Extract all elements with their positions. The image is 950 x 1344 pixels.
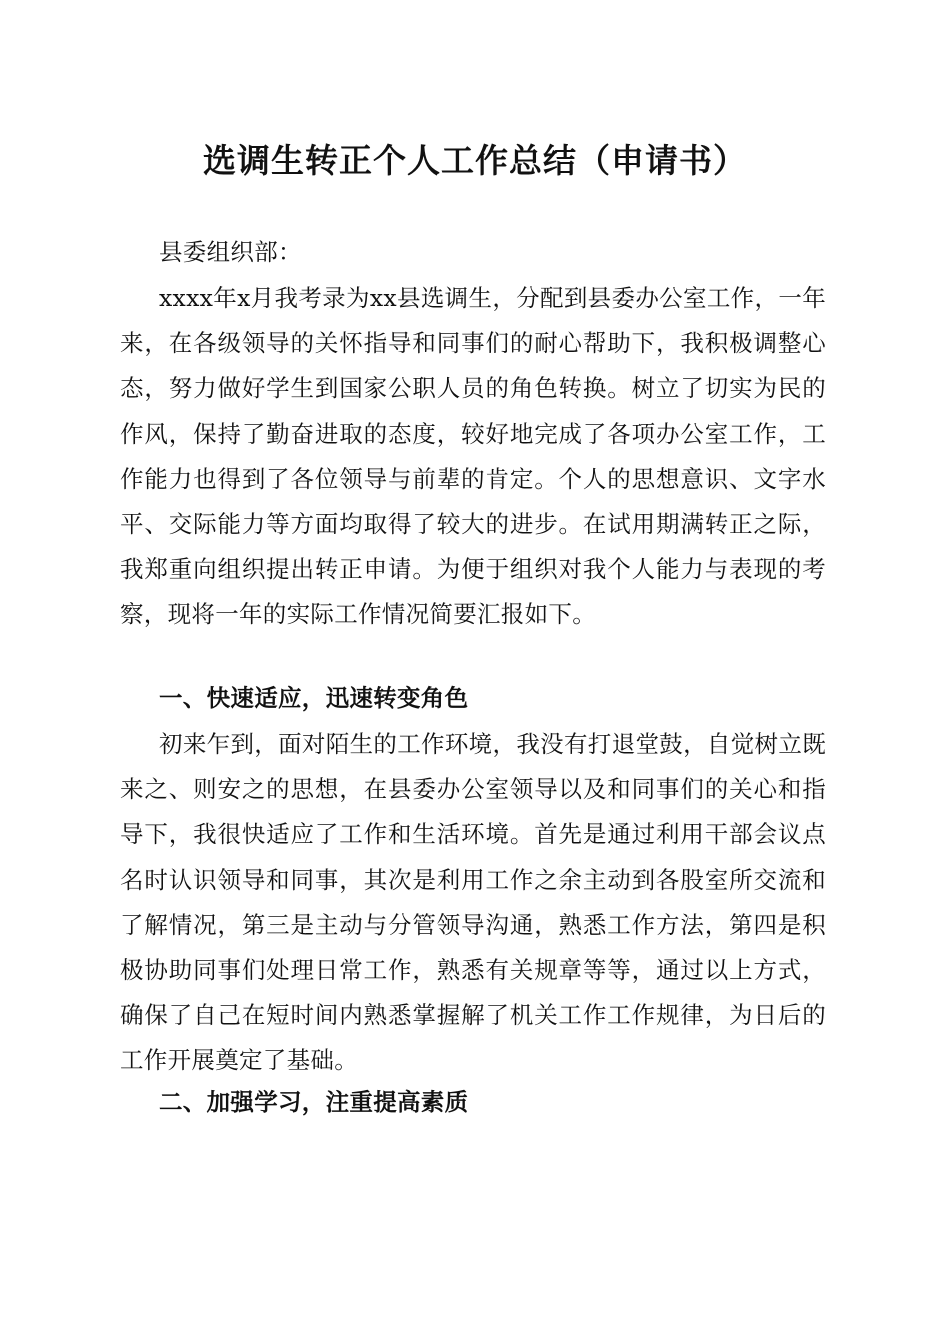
salutation: 县委组织部： [159,238,302,266]
document-title: 选调生转正个人工作总结（申请书） [203,141,747,180]
paragraph-section-1: 初来乍到，面对陌生的工作环境，我没有打退堂鼓，自觉树立既来之、则安之的思想，在县委办公室领导以及和同事们的关心和指导下，我很快适应了工作和生活环境。首先是通过利用干部会议点名时认识领导和同事，其次是利用工作之余主动到各股室所交流和了解情况，第三是主动与分管领导沟通，熟悉工作方法，第四是积极协助同事们处理日常工作，熟悉有关规章等等，通过以上方式，确保了自己在短时间内熟悉掌握解了机关工作工作规律，为日后的工作开展奠定了基础。 [120,730,826,1075]
section-heading-2: 二、加强学习，注重提高素质 [159,1088,469,1116]
section-heading-1: 一、快速适应，迅速转变角色 [159,684,469,712]
paragraph-intro: xxxx年x月我考录为xx县选调生，分配到县委办公室工作，一年来，在各级领导的关怀指导和同事们的耐心帮助下，我积极调整心态，努力做好学生到国家公职人员的角色转换。树立了切实为民的作风，保持了勤奋进取的态度，较好地完成了各项办公室工作，工作能力也得到了各位领导与前辈的肯定。个人的思想意识、文字水平、交际能力等方面均取得了较大的进步。在试用期满转正之际，我郑重向组织提出转正申请。为便于组织对我个人能力与表现的考察，现将一年的实际工作情况简要汇报如下。 [120,284,826,629]
